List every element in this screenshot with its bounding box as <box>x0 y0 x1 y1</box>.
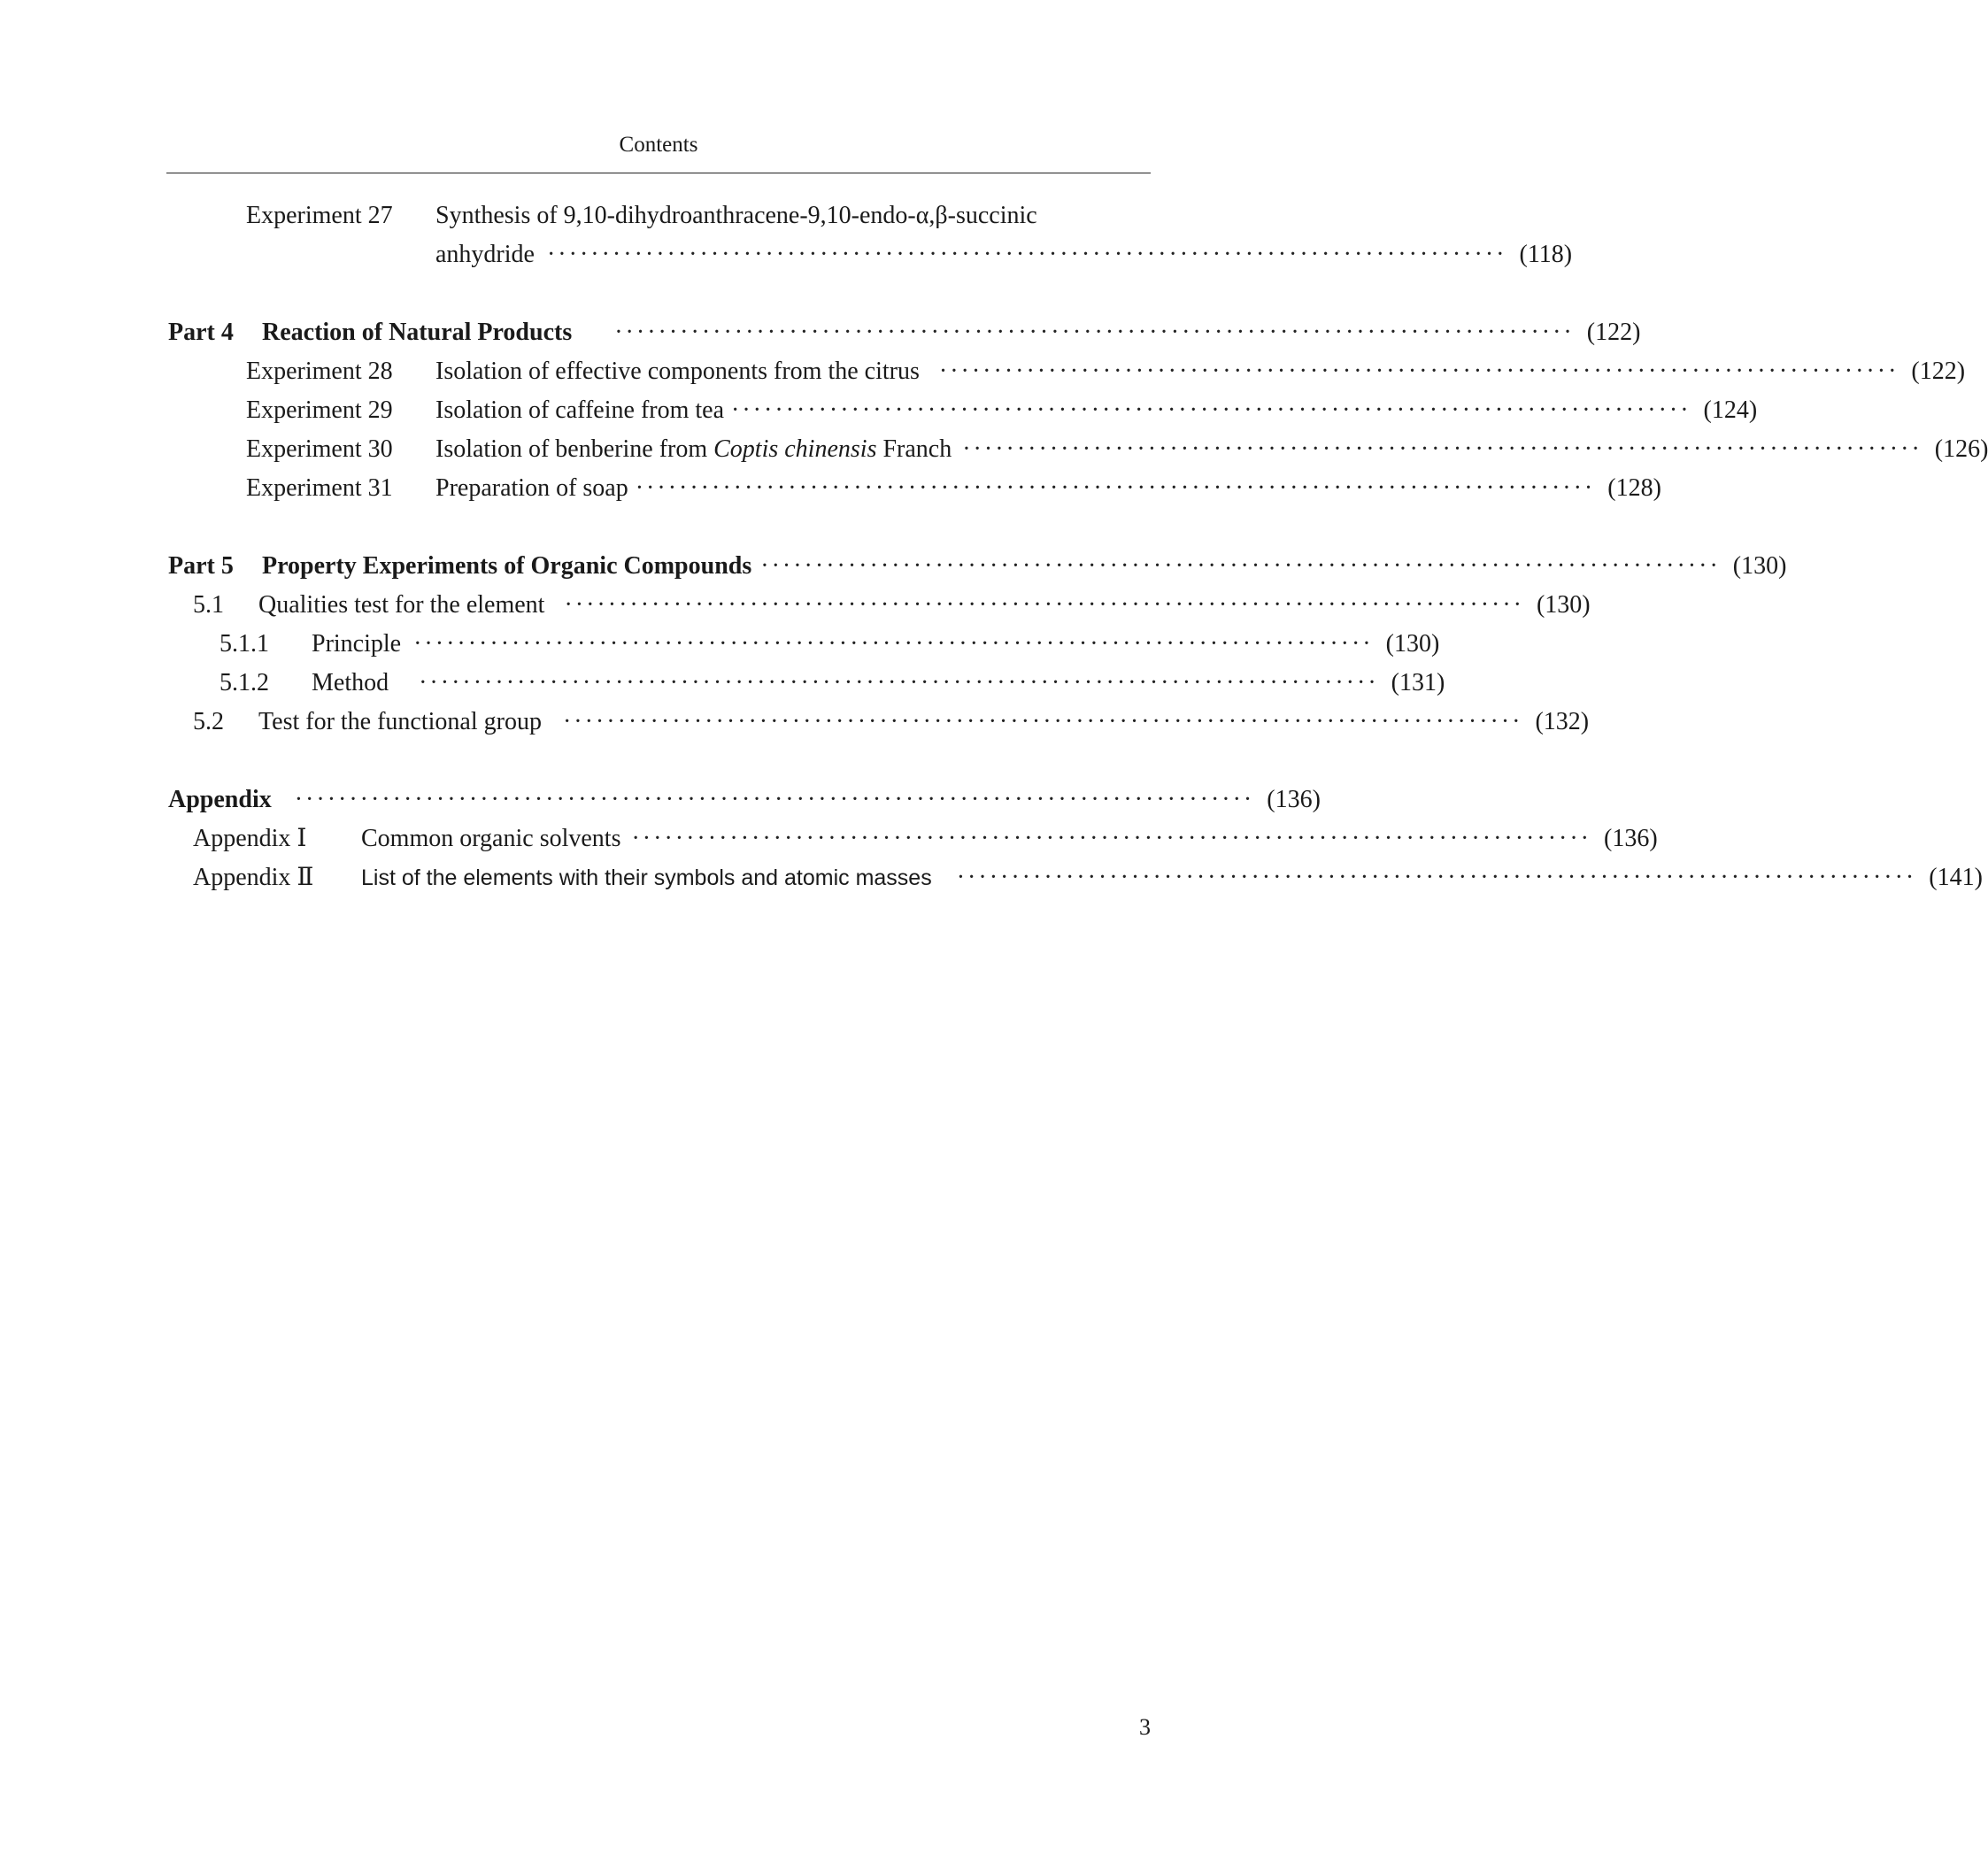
entry-title: Preparation of soap <box>435 474 628 502</box>
entry-page: (130) <box>1536 591 1591 619</box>
running-header: Contents <box>619 133 698 157</box>
toc-entry-section-5-1-2[interactable] <box>220 665 1445 701</box>
entry-title <box>435 432 952 467</box>
entry-title-part: Franch <box>876 435 952 463</box>
entry-page: (136) <box>1604 825 1658 852</box>
entry-title: Test for the functional group <box>258 708 542 735</box>
entry-title: Qualities test for the element <box>258 591 545 619</box>
dot-leader: ························································································ <box>635 474 1596 502</box>
entry-number: 5.1.1 <box>220 630 269 658</box>
dot-leader: ························································································ <box>731 396 1691 424</box>
dot-leader: ························································································ <box>419 669 1379 696</box>
entry-number: Experiment 31 <box>246 474 393 502</box>
entry-page: (136) <box>1267 786 1321 813</box>
entry-page: (118) <box>1519 241 1573 268</box>
dot-leader: ························································································ <box>614 319 1575 346</box>
toc-entry-appendix-2[interactable] <box>193 860 1983 896</box>
toc-entry-experiment-29[interactable] <box>246 393 1758 428</box>
entry-title: Isolation of caffeine from tea <box>435 396 725 424</box>
entry-number: Appendix Ⅰ <box>193 825 307 852</box>
entry-title: List of the elements with their symbols and atomic masses <box>361 865 932 890</box>
page-number: 3 <box>1139 1714 1151 1740</box>
entry-page: (130) <box>1732 552 1787 580</box>
entry-number: Part 5 <box>168 552 234 580</box>
dot-leader: ························································································ <box>962 435 1923 463</box>
toc-entry-part-5[interactable] <box>168 549 1787 584</box>
dot-leader: ························································································ <box>413 630 1374 658</box>
dot-leader: ························································································ <box>956 864 1917 891</box>
entry-number: Experiment 28 <box>246 358 393 385</box>
dot-leader: ························································································ <box>294 786 1255 813</box>
toc-entry-section-5-1-1[interactable] <box>220 627 1440 662</box>
entry-number: Part 4 <box>168 319 234 346</box>
entry-title: Synthesis of 9,10-dihydroanthracene-9,10-endo-α,β-succinic <box>435 202 1037 229</box>
entry-number: Experiment 29 <box>246 396 393 424</box>
toc-entry-experiment-30[interactable] <box>246 432 1988 467</box>
entry-number: 5.1 <box>193 591 224 619</box>
entry-number: Appendix Ⅱ <box>193 864 314 891</box>
dot-leader: ························································································ <box>631 825 1591 852</box>
toc-entry-experiment-27[interactable] <box>246 198 1151 234</box>
entry-page: (126) <box>1934 435 1988 463</box>
entry-page: (132) <box>1535 708 1590 735</box>
entry-page: (124) <box>1703 396 1758 424</box>
entry-title: Common organic solvents <box>361 825 621 852</box>
dot-leader: ························································································ <box>562 708 1523 735</box>
toc-entry-experiment-31[interactable] <box>246 471 1661 506</box>
toc-entry-section-5-2[interactable] <box>193 704 1590 740</box>
dot-leader: ························································································ <box>546 241 1507 268</box>
toc-entry-part-4[interactable] <box>168 315 1641 350</box>
entry-title: Property Experiments of Organic Compounds <box>262 552 752 580</box>
entry-number: Experiment 27 <box>246 202 393 229</box>
entry-number: 5.2 <box>193 708 224 735</box>
toc-entry-appendix[interactable] <box>168 782 1321 818</box>
dot-leader: ························································································ <box>938 358 1899 385</box>
entry-title-part: Isolation of benberine from <box>435 435 714 463</box>
entry-page: (122) <box>1911 358 1966 385</box>
entry-page: (128) <box>1607 474 1661 502</box>
entry-page: (131) <box>1391 669 1445 696</box>
toc-entry-appendix-1[interactable] <box>193 821 1658 857</box>
toc-entry-experiment-27-cont[interactable] <box>435 237 1573 273</box>
entry-title: Appendix <box>168 786 272 813</box>
entry-title: Isolation of effective components from the citrus <box>435 358 920 385</box>
toc-entry-section-5-1[interactable] <box>193 588 1591 623</box>
entry-title: Method <box>312 669 389 696</box>
entry-title: Principle <box>312 630 402 658</box>
entry-page: (141) <box>1929 864 1983 891</box>
entry-page: (122) <box>1586 319 1641 346</box>
entry-number: Experiment 30 <box>246 435 393 463</box>
dot-leader: ························································································ <box>564 591 1524 619</box>
species-name: Coptis chinensis <box>713 435 877 463</box>
dot-leader: ························································································ <box>760 552 1721 580</box>
toc-entry-experiment-28[interactable] <box>246 354 1966 389</box>
entry-title: Reaction of Natural Products <box>262 319 573 346</box>
entry-number: 5.1.2 <box>220 669 269 696</box>
entry-page: (130) <box>1385 630 1440 658</box>
entry-title: anhydride <box>435 241 535 268</box>
